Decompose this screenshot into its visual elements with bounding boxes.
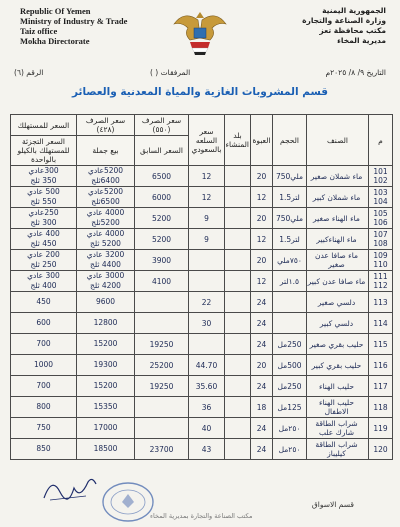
cell-prev-price: 4100 [135, 271, 189, 292]
retail-value: 400 عادي [27, 229, 60, 238]
wholesale-value: 9600 [95, 297, 116, 306]
cell-sar-price: 12 [189, 187, 225, 208]
retail-value: 250عادي [28, 208, 59, 217]
cell-size: 250مل [273, 376, 307, 397]
cell-id: 120 [369, 439, 393, 460]
wholesale-value: 5200عادي [87, 166, 124, 175]
cell-retail [11, 208, 77, 229]
cell-prev-price: 6500 [135, 166, 189, 187]
cell-retail [11, 355, 77, 376]
cell-item: ماء الهناءكبير [307, 229, 369, 250]
handwritten-signature [40, 470, 100, 506]
table-row [11, 292, 393, 313]
retail-value: 450 [36, 297, 51, 306]
cell-wholesale [77, 439, 135, 460]
wholesale-value: 3000 عادي [86, 271, 125, 280]
cell-prev-price: 6000 [135, 187, 189, 208]
cell-item: حليب الهناء الاطفال [307, 397, 369, 418]
cell-pack: 24 [251, 334, 273, 355]
retail-value: 300 عادي [27, 271, 60, 280]
retail-value: 200 عادي [27, 250, 60, 259]
cell-wholesale [77, 376, 135, 397]
retail-value: 1000 [33, 360, 54, 369]
cell-prev-price: 3900 [135, 250, 189, 271]
header-arabic [246, 6, 386, 46]
department-label: قسم الاسواق [311, 500, 354, 509]
cell-item: ماء صافا عدن كبير [307, 271, 369, 292]
retail-value: 700 [36, 381, 51, 390]
cell-item: شراب الطاقة كيليباز [307, 439, 369, 460]
col-header-pack: العبوة [251, 115, 273, 166]
cell-pack: 20 [251, 208, 273, 229]
col-header-item: الصنف [307, 115, 369, 166]
footer-note: مكتب الصناعة والتجارة بمديرية المخاء [150, 512, 253, 520]
cell-retail [11, 292, 77, 313]
cell-prev-price: 5200 [135, 229, 189, 250]
retail-value: 500 عادي [27, 187, 60, 196]
cell-id: 119 [369, 418, 393, 439]
cell-retail [11, 250, 77, 271]
cell-id: 103 104 [369, 187, 393, 208]
cell-wholesale [77, 313, 135, 334]
retail-value: 750 [36, 423, 51, 432]
col-header-sar: سعر السلعه بالسعودي [189, 115, 225, 166]
retail-value: 400 ثلج [30, 281, 57, 290]
cell-retail [11, 376, 77, 397]
cell-sar-price: 30 [189, 313, 225, 334]
cell-sar-price: 22 [189, 292, 225, 313]
cell-sar-price: 40 [189, 418, 225, 439]
table-row [11, 313, 393, 334]
cell-item: ماء صافا عدن صغير [307, 250, 369, 271]
table-row [11, 439, 393, 460]
retail-value: 700 [36, 339, 51, 348]
cell-wholesale [77, 208, 135, 229]
header-line: Republic Of Yemen [20, 6, 91, 16]
header-line: الجمهورية اليمنية [322, 6, 386, 15]
wholesale-value: 5200عادي [87, 187, 124, 196]
cell-size: 500مل [273, 355, 307, 376]
cell-size: لتر1.5 [273, 187, 307, 208]
header-line: Mokha Directorate [20, 36, 90, 46]
col-header-size: الحجم [273, 115, 307, 166]
retail-value: 450 ثلج [30, 239, 57, 248]
table-row [11, 397, 393, 418]
cell-item: ماء الهناء صغير [307, 208, 369, 229]
cell-prev-price [135, 397, 189, 418]
cell-sar-price: 9 [189, 208, 225, 229]
cell-wholesale [77, 271, 135, 292]
cell-retail [11, 334, 77, 355]
cell-pack: 12 [251, 271, 273, 292]
cell-wholesale [77, 397, 135, 418]
official-stamp [100, 480, 156, 524]
cell-origin [225, 292, 251, 313]
cell-origin [225, 418, 251, 439]
wholesale-value: 4000 عادي [86, 229, 125, 238]
cell-id: 118 [369, 397, 393, 418]
wholesale-value: 19300 [93, 360, 118, 369]
retail-value: 600 [36, 318, 51, 327]
cell-item: ماء شملان صغير [307, 166, 369, 187]
cell-size [273, 292, 307, 313]
cell-prev-price: 19250 [135, 376, 189, 397]
wholesale-value: 4400 ثلج [90, 260, 121, 269]
cell-size: ٢٥٠مل [273, 439, 307, 460]
cell-size: ملي750 [273, 166, 307, 187]
cell-item: دلسي صغير [307, 292, 369, 313]
cell-origin [225, 313, 251, 334]
cell-wholesale [77, 229, 135, 250]
cell-prev-price [135, 292, 189, 313]
cell-prev-price: 25200 [135, 355, 189, 376]
col-header-retail: السعر التجزئة للمستهلك بالكيلو بالواحدة [11, 136, 77, 166]
table-row [11, 418, 393, 439]
cell-size: ١.٥لتر [273, 271, 307, 292]
cell-origin [225, 439, 251, 460]
retail-value: 850 [36, 444, 51, 453]
wholesale-value: 5200ثلج [91, 218, 120, 227]
retail-value: 300 ثلج [30, 218, 57, 227]
cell-origin [225, 187, 251, 208]
cell-retail [11, 439, 77, 460]
cell-id: 114 [369, 313, 393, 334]
wholesale-value: 15350 [93, 402, 118, 411]
cell-wholesale [77, 166, 135, 187]
cell-pack: 20 [251, 166, 273, 187]
cell-sar-price: 43 [189, 439, 225, 460]
cell-sar-price [189, 250, 225, 271]
cell-id: 105 106 [369, 208, 393, 229]
cell-sar-price [189, 271, 225, 292]
wholesale-value: 6500ثلج [91, 197, 120, 206]
cell-origin [225, 355, 251, 376]
cell-retail [11, 229, 77, 250]
cell-item: ماء شملان كبير [307, 187, 369, 208]
cell-sar-price: 35.60 [189, 376, 225, 397]
retail-value: 800 [36, 402, 51, 411]
cell-id: 101 102 [369, 166, 393, 187]
cell-sar-price: 44.70 [189, 355, 225, 376]
cell-id: 115 [369, 334, 393, 355]
wholesale-value: 17000 [93, 423, 118, 432]
header-english [20, 6, 160, 46]
document-title: قسم المشروبات الغازية والمياة المعدنية والعصائر [71, 86, 329, 98]
table-row [11, 250, 393, 271]
wholesale-value: 6400ثلج [91, 176, 120, 185]
cell-pack: 24 [251, 418, 273, 439]
retail-value: 300عادي [28, 166, 59, 175]
cell-pack: 18 [251, 397, 273, 418]
header-line: مكتب محافظة تعز [319, 26, 386, 35]
cell-prev-price [135, 418, 189, 439]
cell-id: 107 108 [369, 229, 393, 250]
cell-wholesale [77, 418, 135, 439]
cell-wholesale [77, 355, 135, 376]
cell-origin [225, 229, 251, 250]
wholesale-value: 15200 [93, 381, 118, 390]
table-row [11, 271, 393, 292]
republic-emblem-icon [170, 4, 230, 56]
cell-pack: 24 [251, 439, 273, 460]
table-row [11, 334, 393, 355]
cell-id: 116 [369, 355, 393, 376]
retail-value: 550 ثلج [30, 197, 57, 206]
table-row [11, 166, 393, 187]
cell-size: ملي750 [273, 208, 307, 229]
header-line: مديرية المخاء [337, 36, 386, 45]
retail-value: 250 ثلج [30, 260, 57, 269]
cell-pack: 20 [251, 355, 273, 376]
cell-retail [11, 313, 77, 334]
col-header-id: م [369, 115, 393, 166]
col-header-wholesale: بيع جملة [77, 136, 135, 166]
cell-retail [11, 418, 77, 439]
attachments-label: المرفقات ( ) [150, 68, 191, 77]
cell-pack: 24 [251, 376, 273, 397]
cell-prev-price: 19250 [135, 334, 189, 355]
wholesale-value: 4000 عادي [86, 208, 125, 217]
cell-item: شراب الطاقة شارك علب [307, 418, 369, 439]
cell-id: 111 112 [369, 271, 393, 292]
cell-pack: 20 [251, 250, 273, 271]
cell-origin [225, 208, 251, 229]
cell-origin [225, 271, 251, 292]
reference-number: الرقم (٦) [14, 68, 44, 77]
cell-sar-price: 9 [189, 229, 225, 250]
cell-size: لتر1.5 [273, 229, 307, 250]
cell-prev-price: 23700 [135, 439, 189, 460]
cell-size: ٢٥٠مل [273, 418, 307, 439]
cell-prev-price: 5200 [135, 208, 189, 229]
cell-retail [11, 271, 77, 292]
cell-size: 125مل [273, 397, 307, 418]
cell-origin [225, 376, 251, 397]
cell-retail [11, 187, 77, 208]
table-row [11, 187, 393, 208]
document-date: التاريخ ٩/ ٨/ ٢٠٢٥م [325, 68, 386, 77]
wholesale-value: 3200 عادي [86, 250, 125, 259]
cell-origin [225, 397, 251, 418]
cell-pack: 12 [251, 187, 273, 208]
cell-size [273, 313, 307, 334]
cell-origin [225, 166, 251, 187]
cell-prev-price [135, 313, 189, 334]
header-line: وزارة الصناعة والتجارة [302, 16, 386, 25]
cell-pack: 24 [251, 313, 273, 334]
col-header-prev-price: السعر السابق [135, 136, 189, 166]
cell-sar-price: 36 [189, 397, 225, 418]
table-row [11, 208, 393, 229]
table-row [11, 355, 393, 376]
cell-id: 113 [369, 292, 393, 313]
cell-id: 117 [369, 376, 393, 397]
retail-value: 350 ثلج [30, 176, 57, 185]
cell-pack: 24 [251, 292, 273, 313]
table-row [11, 229, 393, 250]
cell-item: دلسي كبير [307, 313, 369, 334]
wholesale-value: 18500 [93, 444, 118, 453]
cell-wholesale [77, 292, 135, 313]
cell-origin [225, 250, 251, 271]
wholesale-value: 5200 ثلج [90, 239, 121, 248]
cell-item: حليب بقري صغير [307, 334, 369, 355]
cell-id: 109 110 [369, 250, 393, 271]
cell-wholesale [77, 187, 135, 208]
col-header-rate-428: سعر الصرف (٤٢٨) [77, 115, 135, 136]
cell-origin [225, 334, 251, 355]
col-header-origin: بلد المنشاء [225, 115, 251, 166]
cell-item: حليب بقري كبير [307, 355, 369, 376]
price-table [10, 114, 393, 460]
header-line: Taiz office [20, 26, 58, 36]
cell-wholesale [77, 250, 135, 271]
cell-item: حليب الهناء [307, 376, 369, 397]
cell-wholesale [77, 334, 135, 355]
wholesale-value: 4200 ثلج [90, 281, 121, 290]
cell-retail [11, 166, 77, 187]
col-header-rate-550: سعر الصرف (٥٥٠) [135, 115, 189, 136]
cell-sar-price [189, 334, 225, 355]
header-line: Ministry of Industry & Trade [20, 16, 128, 26]
cell-size: ٧٥٠ملي [273, 250, 307, 271]
wholesale-value: 12800 [93, 318, 118, 327]
table-row [11, 376, 393, 397]
cell-sar-price: 12 [189, 166, 225, 187]
wholesale-value: 15200 [93, 339, 118, 348]
col-header-consumer: السعر للمستهلك [11, 115, 77, 136]
cell-size: 250مل [273, 334, 307, 355]
cell-pack: 12 [251, 229, 273, 250]
cell-retail [11, 397, 77, 418]
